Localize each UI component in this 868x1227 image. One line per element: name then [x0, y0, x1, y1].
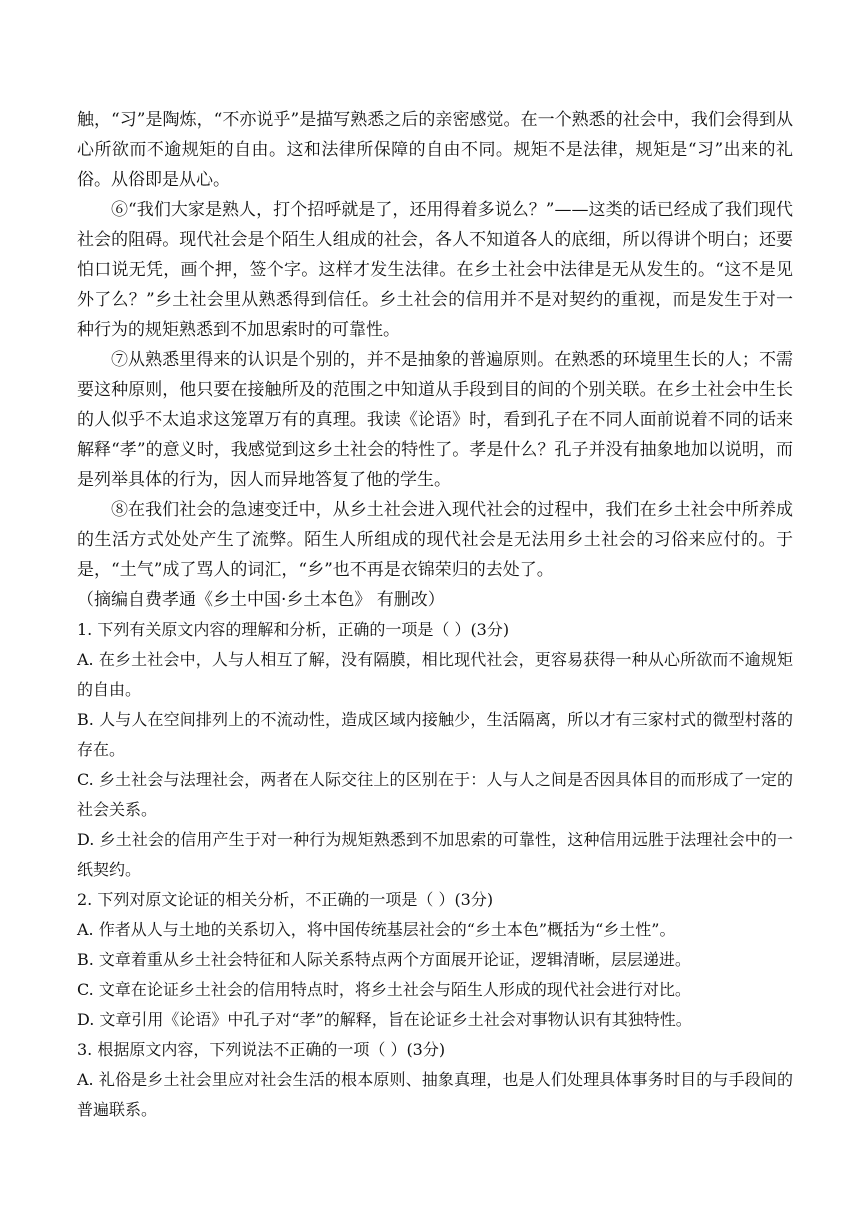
paragraph-6: ⑥“我们大家是熟人，打个招呼就是了，还用得着多说么？”——这类的话已经成了我们现代社会的阻碍。现代社会是个陌生人组成的社会，各人不知道各人的底细，所以得讲个明白；还要怕口说无凭，画个押，签个字。这样才发生法律。在乡土社会中法律是无从发生的。“这不是见外了么？”乡土社会里从熟悉得到信任。乡土社会的信用并不是对契约的重视，而是发生于对一种行为的规矩熟悉到不加思索时的可靠性。 — [77, 200, 793, 340]
paragraph-8: ⑧在我们社会的急速变迁中，从乡土社会进入现代社会的过程中，我们在乡土社会中所养成的生活方式处处产生了流弊。陌生人所组成的现代社会是无法用乡土社会的习俗来应付的。于是，“土气”成了骂人的词汇，“乡”也不再是衣锦荣归的去处了。 — [77, 500, 793, 580]
question-1-option-b: B. 人与人在空间排列上的不流动性，造成区域内接触少，生活隔离，所以才有三家村式的微型村落的存在。 — [77, 710, 793, 759]
reading-passage — [77, 105, 793, 615]
question-2-stem: 2. 下列对原文论证的相关分析，不正确的一项是（ ）(3分) — [77, 890, 494, 909]
question-2-option-b: B. 文章着重从乡土社会特征和人际关系特点两个方面展开论证，逻辑清晰，层层递进。 — [77, 950, 691, 969]
paragraph-5-continued: 触，“习”是陶炼，“不亦说乎”是描写熟悉之后的亲密感觉。在一个熟悉的社会中，我们会得到从心所欲而不逾规矩的自由。这和法律所保障的自由不同。规矩不是法律，规矩是“习”出来的礼俗。从俗即是从心。 — [77, 110, 793, 190]
question-2-option-c: C. 文章在论证乡土社会的信用特点时，将乡土社会与陌生人形成的现代社会进行对比。 — [77, 980, 691, 999]
question-1-option-c: C. 乡土社会与法理社会，两者在人际交往上的区别在于：人与人之间是否因具体目的而形成了一定的社会关系。 — [77, 770, 793, 819]
question-list — [77, 615, 793, 1125]
paragraph-7: ⑦从熟悉里得来的认识是个别的，并不是抽象的普遍原则。在熟悉的环境里生长的人；不需要这种原则，他只要在接触所及的范围之中知道从手段到目的间的个别关联。在乡土社会中生长的人似乎不太追求这笼罩万有的真理。我读《论语》时，看到孔子在不同人面前说着不同的话来解释“孝”的意义时，我感觉到这乡土社会的特性了。孝是什么？孔子并没有抽象地加以说明，而是列举具体的行为，因人而异地答复了他的学生。 — [77, 350, 793, 490]
source-citation: （摘编自费孝通《乡土中国·乡土本色》 有删改） — [77, 590, 445, 610]
question-1-option-a: A. 在乡土社会中，人与人相互了解，没有隔膜，相比现代社会，更容易获得一种从心所欲而不逾规矩的自由。 — [77, 650, 793, 699]
question-2-option-a: A. 作者从人与土地的关系切入，将中国传统基层社会的“乡土本色”概括为“乡土性”。 — [77, 920, 676, 939]
question-3-option-a: A. 礼俗是乡土社会里应对社会生活的根本原则、抽象真理，也是人们处理具体事务时目的与手段间的普遍联系。 — [77, 1070, 793, 1119]
question-2-option-d: D. 文章引用《论语》中孔子对“孝”的解释，旨在论证乡土社会对事物认识有其独特性。 — [77, 1010, 692, 1029]
question-1-stem: 1. 下列有关原文内容的理解和分析，正确的一项是（ ）(3分) — [77, 620, 510, 639]
question-1-option-d: D. 乡土社会的信用产生于对一种行为规矩熟悉到不加思索的可靠性，这种信用远胜于法理社会中的一纸契约。 — [77, 830, 793, 879]
question-3-stem: 3. 根据原文内容，下列说法不正确的一项（ ）(3分) — [77, 1040, 446, 1059]
